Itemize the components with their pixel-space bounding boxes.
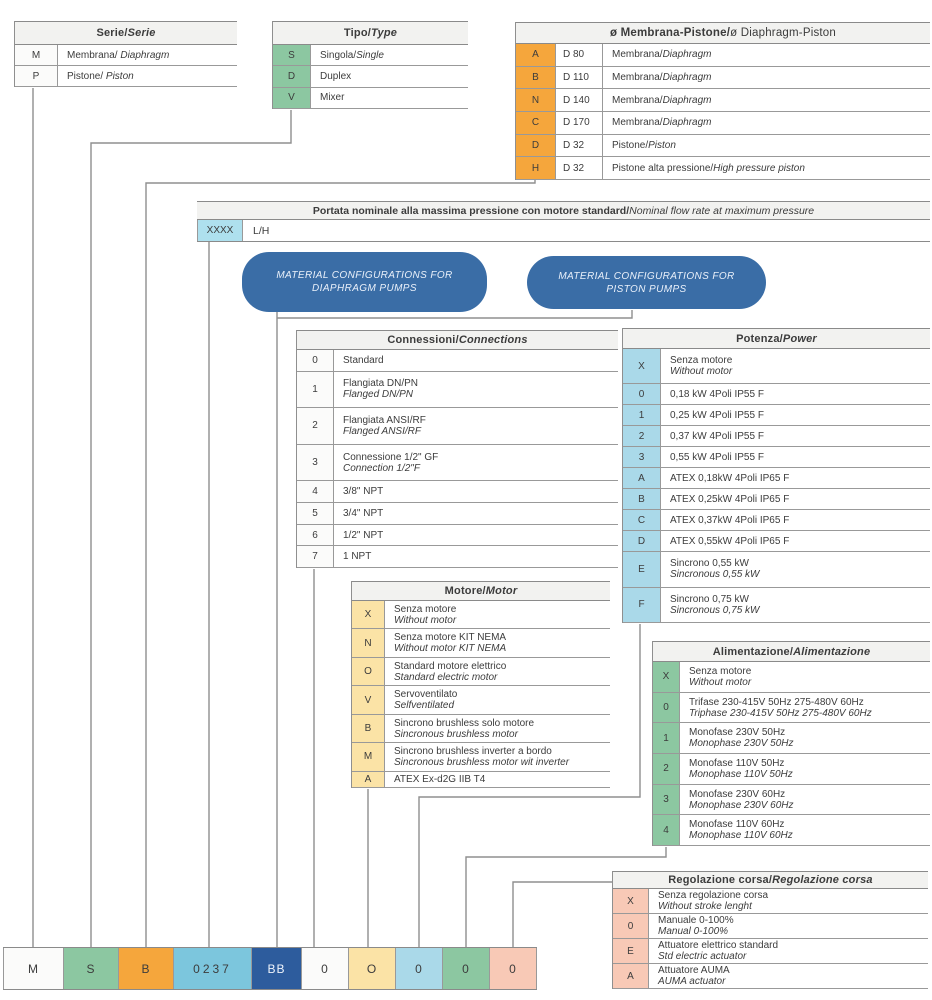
table-row bbox=[623, 384, 930, 405]
table-row bbox=[352, 715, 610, 743]
key-cell: F bbox=[623, 588, 661, 622]
description-cell: Monofase 110V 50Hz Monophase 110V 50Hz bbox=[689, 757, 793, 780]
description-cell: Senza motore Without motor bbox=[689, 665, 752, 688]
key-cell: S bbox=[273, 45, 311, 65]
description-cell: ATEX 0,55kW 4Poli IP65 F bbox=[670, 535, 790, 547]
table-row bbox=[297, 445, 618, 482]
key-cell: D bbox=[516, 135, 556, 157]
table-row bbox=[352, 658, 610, 686]
description-cell: 1 NPT bbox=[343, 551, 372, 563]
key-cell: C bbox=[516, 112, 556, 134]
table-row bbox=[516, 112, 930, 135]
flow-rate-row bbox=[197, 220, 930, 242]
flow-rate-header: Portata nominale alla massima pressione con motore standard/ Nominal flow rate at maximum pressure bbox=[197, 201, 930, 220]
table-row bbox=[297, 481, 618, 503]
key-cell: 2 bbox=[623, 426, 661, 446]
key-cell: V bbox=[273, 88, 311, 108]
table-row bbox=[653, 754, 930, 785]
key-cell: V bbox=[352, 686, 385, 713]
table-row bbox=[352, 601, 610, 629]
key-cell: X bbox=[352, 601, 385, 628]
description-cell: Connessione 1/2" GF Connection 1/2"F bbox=[343, 451, 439, 474]
description-cell: 0,55 kW 4Poli IP55 F bbox=[670, 451, 764, 463]
table-row bbox=[653, 785, 930, 816]
description-cell: 0,37 kW 4Poli IP55 F bbox=[670, 430, 764, 442]
table-row bbox=[623, 447, 930, 468]
description-cell: ATEX 0,18kW 4Poli IP65 F bbox=[670, 472, 790, 484]
key-cell: 0 bbox=[653, 693, 680, 723]
code-cell-5: BB bbox=[252, 948, 302, 989]
description-cell: Sincrono brushless inverter a bordo Sincronous brushless motor wit inverter bbox=[394, 745, 570, 768]
table-row bbox=[297, 503, 618, 525]
diameter-cell: D 110 bbox=[556, 67, 603, 89]
key-cell: C bbox=[623, 510, 661, 530]
table-serie-header: Serie/ Serie bbox=[15, 21, 237, 45]
table-row bbox=[352, 743, 610, 771]
code-cell-7: O bbox=[349, 948, 396, 989]
key-cell: B bbox=[623, 489, 661, 509]
description-cell: Pistone/ Piston bbox=[67, 70, 134, 82]
table-row bbox=[623, 489, 930, 510]
key-cell: 6 bbox=[297, 525, 334, 546]
key-cell: 0 bbox=[613, 914, 649, 938]
table-connections bbox=[296, 330, 618, 568]
key-cell: O bbox=[352, 658, 385, 685]
flow-rate-unit: L/H bbox=[253, 224, 270, 237]
key-cell: 0 bbox=[297, 350, 334, 371]
key-cell: H bbox=[516, 157, 556, 179]
table-diaphragm-piston-header: ø Membrana-Pistone/ ø Diaphragm-Piston bbox=[516, 22, 930, 44]
diameter-cell: D 32 bbox=[556, 157, 603, 179]
description-cell: Pistone/Piston bbox=[612, 140, 676, 152]
description-cell: Trifase 230-415V 50Hz 275-480V 60Hz Triphase 230-415V 50Hz 275-480V 60Hz bbox=[689, 696, 872, 719]
key-cell: 4 bbox=[297, 481, 334, 502]
table-power-header: Potenza/ Power bbox=[623, 328, 930, 349]
key-cell: E bbox=[613, 939, 649, 963]
key-cell: 3 bbox=[297, 445, 334, 481]
description-cell: Membrana/Diaphragm bbox=[612, 94, 712, 106]
description-cell: Membrana/Diaphragm bbox=[612, 72, 712, 83]
description-cell: Singola/Single bbox=[320, 49, 384, 61]
table-row bbox=[297, 350, 618, 372]
description-cell: ATEX 0,37kW 4Poli IP65 F bbox=[670, 514, 790, 526]
key-cell: X bbox=[623, 349, 661, 383]
table-row bbox=[273, 45, 468, 66]
table-power bbox=[622, 328, 930, 623]
key-cell: 1 bbox=[653, 723, 680, 753]
table-row bbox=[613, 939, 928, 964]
diameter-cell: D 170 bbox=[556, 112, 603, 134]
diameter-cell: D 140 bbox=[556, 89, 603, 111]
table-row bbox=[623, 510, 930, 531]
key-cell: D bbox=[623, 531, 661, 551]
table-row bbox=[15, 66, 237, 87]
description-cell: Sincrono 0,75 kW Sincronous 0,75 kW bbox=[670, 593, 760, 616]
code-cell-10: 0 bbox=[490, 948, 537, 989]
diameter-cell: D 80 bbox=[556, 44, 603, 66]
description-cell: Attuatore elettrico standard Std electric actuator bbox=[658, 940, 779, 962]
piston-materials-pill: MATERIAL CONFIGURATIONS FOR PISTON PUMPS bbox=[527, 256, 766, 309]
key-cell: A bbox=[352, 772, 385, 787]
description-cell: Sincrono brushless solo motore Sincronous brushless motor bbox=[394, 717, 535, 740]
description-cell: Membrana/Diaphragm bbox=[612, 117, 712, 129]
key-cell: E bbox=[623, 552, 661, 586]
key-cell: M bbox=[352, 743, 385, 770]
table-row bbox=[352, 772, 610, 788]
description-cell: Monofase 230V 50Hz Monophase 230V 50Hz bbox=[689, 727, 794, 750]
table-row bbox=[297, 546, 618, 568]
key-cell: X bbox=[653, 662, 680, 692]
code-cell-9: 0 bbox=[443, 948, 490, 989]
key-cell: 2 bbox=[297, 408, 334, 444]
description-cell: Senza motore KIT NEMA Without motor KIT NEMA bbox=[394, 632, 507, 655]
table-row bbox=[516, 89, 930, 112]
description-cell: Attuatore AUMA AUMA actuator bbox=[658, 965, 730, 987]
key-cell: 2 bbox=[653, 754, 680, 784]
table-row bbox=[297, 408, 618, 445]
description-cell: Duplex bbox=[320, 70, 352, 82]
description-cell: Membrana/Diaphragm bbox=[612, 49, 712, 61]
description-cell: Sincrono 0,55 kW Sincronous 0,55 kW bbox=[670, 558, 760, 581]
example-code-row bbox=[3, 947, 537, 990]
connector-regolazione bbox=[513, 882, 612, 948]
code-cell-2: S bbox=[64, 948, 119, 989]
key-cell: N bbox=[352, 629, 385, 656]
description-cell: Servoventilato Selfventilated bbox=[394, 689, 458, 712]
description-cell: Mixer bbox=[320, 92, 345, 104]
description-cell: Standard motore elettrico Standard electric motor bbox=[394, 660, 507, 683]
table-row bbox=[623, 405, 930, 426]
description-cell: Membrana/ Diaphragm bbox=[67, 49, 170, 61]
table-power-supply-header: Alimentazione/ Alimentazione bbox=[653, 641, 930, 662]
table-row bbox=[516, 67, 930, 90]
table-row bbox=[352, 629, 610, 657]
table-stroke-adjustment-header: Regolazione corsa/ Regolazione corsa bbox=[613, 871, 928, 889]
description-cell: Senza motore Without motor bbox=[394, 603, 457, 626]
table-row bbox=[623, 588, 930, 623]
table-row bbox=[653, 693, 930, 724]
key-cell: M bbox=[15, 45, 58, 65]
description-cell: Standard bbox=[343, 354, 384, 366]
description-cell: 3/4" NPT bbox=[343, 507, 384, 519]
table-row bbox=[653, 723, 930, 754]
table-row bbox=[297, 525, 618, 547]
description-cell: 0,18 kW 4Poli IP55 F bbox=[670, 388, 764, 400]
table-row bbox=[15, 45, 237, 66]
table-stroke-adjustment bbox=[612, 871, 928, 989]
key-cell: B bbox=[516, 67, 556, 89]
description-cell: 1/2" NPT bbox=[343, 529, 384, 541]
table-row bbox=[273, 88, 468, 109]
table-row bbox=[352, 686, 610, 714]
table-row bbox=[516, 44, 930, 67]
key-cell: X bbox=[613, 889, 649, 913]
code-cell-6: 0 bbox=[302, 948, 349, 989]
description-cell: Pistone alta pressione/High pressure piston bbox=[612, 162, 805, 174]
table-row bbox=[613, 964, 928, 989]
description-cell: Flangiata DN/PN Flanged DN/PN bbox=[343, 378, 419, 401]
table-motor bbox=[351, 581, 610, 788]
description-cell: ATEX Ex-d2G IIB T4 bbox=[394, 773, 486, 785]
table-row bbox=[613, 889, 928, 914]
description-cell: 3/8" NPT bbox=[343, 486, 384, 498]
table-tipo-header: Tipo/ Type bbox=[273, 21, 468, 45]
diameter-cell: D 32 bbox=[556, 135, 603, 157]
key-cell: P bbox=[15, 66, 58, 86]
key-cell: N bbox=[516, 89, 556, 111]
code-cell-1: M bbox=[3, 948, 64, 989]
table-row bbox=[623, 349, 930, 384]
key-cell: 1 bbox=[297, 372, 334, 408]
key-cell: 4 bbox=[653, 815, 680, 845]
key-cell: 7 bbox=[297, 546, 334, 567]
key-cell: 5 bbox=[297, 503, 334, 524]
key-cell: 3 bbox=[623, 447, 661, 467]
key-cell: B bbox=[352, 715, 385, 742]
table-row bbox=[623, 531, 930, 552]
description-cell: Manuale 0-100% Manual 0-100% bbox=[658, 915, 734, 937]
table-row bbox=[516, 157, 930, 180]
table-row bbox=[297, 372, 618, 409]
key-cell: A bbox=[623, 468, 661, 488]
description-cell: Monofase 110V 60Hz Monophase 110V 60Hz bbox=[689, 819, 793, 842]
code-cell-8: 0 bbox=[396, 948, 443, 989]
table-connections-header: Connessioni/ Connections bbox=[297, 330, 618, 350]
description-cell: Senza regolazione corsa Without stroke lenght bbox=[658, 890, 769, 912]
code-cell-3: B bbox=[119, 948, 174, 989]
description-cell: ATEX 0,25kW 4Poli IP65 F bbox=[670, 493, 790, 505]
key-cell: A bbox=[516, 44, 556, 66]
table-row bbox=[613, 914, 928, 939]
description-cell: Senza motore Without motor bbox=[670, 355, 733, 378]
code-cell-4: 0237 bbox=[174, 948, 252, 989]
table-row bbox=[516, 135, 930, 158]
table-serie bbox=[14, 21, 237, 87]
table-tipo bbox=[272, 21, 468, 109]
table-row bbox=[653, 662, 930, 693]
key-cell: A bbox=[613, 964, 649, 988]
description-cell: Flangiata ANSI/RF Flanged ANSI/RF bbox=[343, 414, 426, 437]
table-row bbox=[653, 815, 930, 846]
key-cell: 0 bbox=[623, 384, 661, 404]
table-row bbox=[623, 468, 930, 489]
table-row bbox=[623, 552, 930, 587]
key-cell: D bbox=[273, 66, 311, 86]
diaphragm-materials-pill: MATERIAL CONFIGURATIONS FOR DIAPHRAGM PUMPS bbox=[242, 252, 487, 312]
description-cell: 0,25 kW 4Poli IP55 F bbox=[670, 409, 764, 421]
table-diaphragm-piston bbox=[515, 22, 930, 180]
key-cell: 3 bbox=[653, 785, 680, 815]
table-row bbox=[623, 426, 930, 447]
table-row bbox=[273, 66, 468, 87]
table-power-supply bbox=[652, 641, 930, 846]
description-cell: Monofase 230V 60Hz Monophase 230V 60Hz bbox=[689, 788, 794, 811]
table-motor-header: Motore/ Motor bbox=[352, 581, 610, 601]
flow-rate-key-cell: XXXX bbox=[197, 220, 243, 241]
key-cell: 1 bbox=[623, 405, 661, 425]
